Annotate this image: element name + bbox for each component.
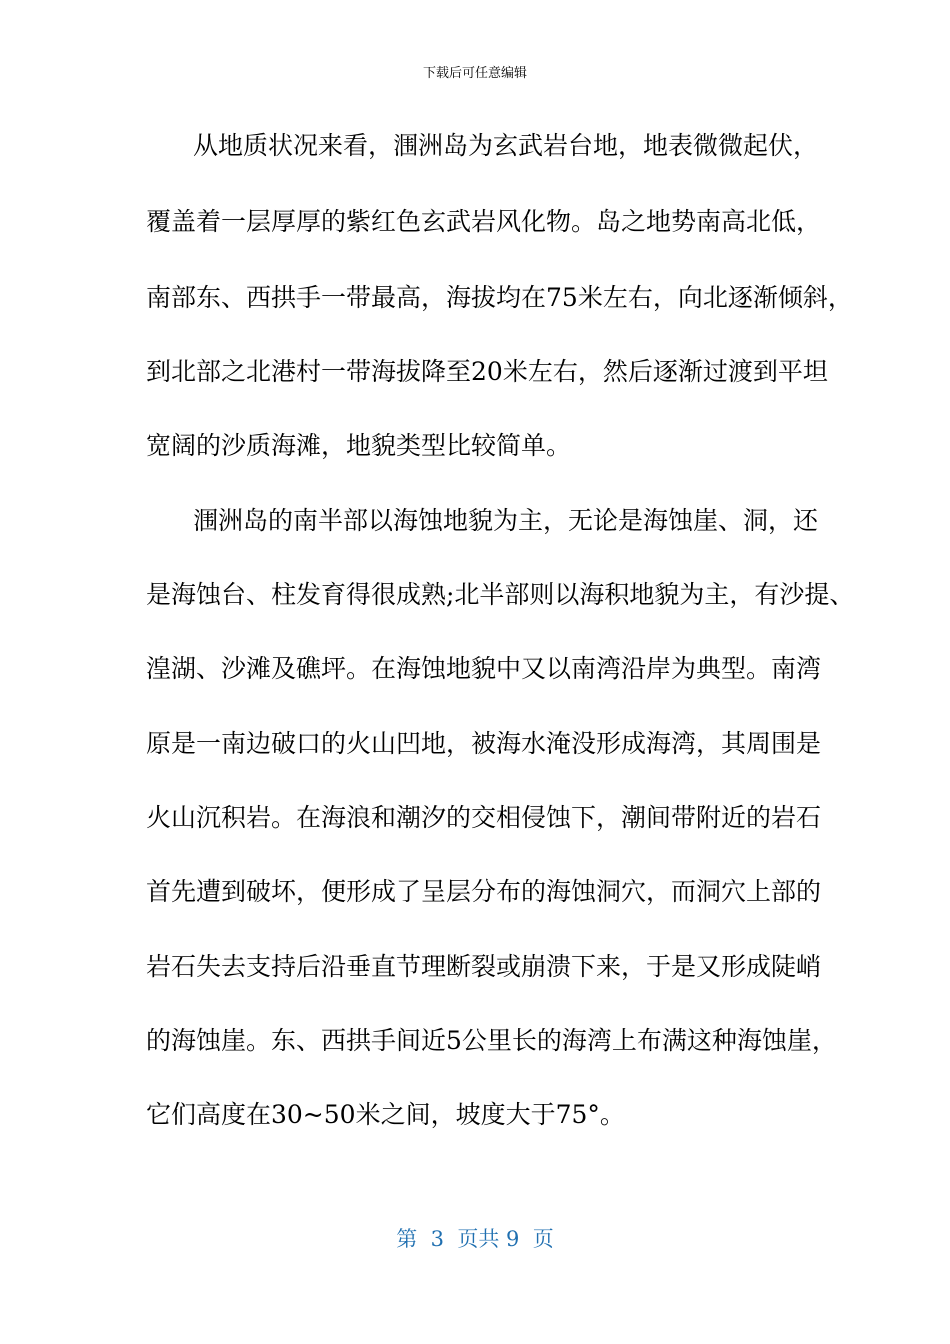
paragraph-line: 首先遭到破坏，便形成了呈层分布的海蚀洞穴，而洞穴上部的 — [146, 877, 822, 906]
paragraph-line: 原是一南边破口的火山凹地，被海水淹没形成海湾，其周围是 — [146, 729, 822, 758]
page-header: 下载后可任意编辑 — [422, 66, 527, 81]
paragraph-line: 火山沉积岩。在海浪和潮汐的交相侵蚀下，潮间带附近的岩石 — [146, 803, 822, 832]
paragraph-line: 到北部之北港村一带海拔降至20米左右，然后逐渐过渡到平坦 — [146, 357, 828, 386]
paragraph-line: 湟湖、沙滩及礁坪。在海蚀地貌中又以南湾沿岸为典型。南湾 — [146, 654, 822, 683]
paragraph-line: 的海蚀崖。东、西拱手间近5公里长的海湾上布满这种海蚀崖， — [146, 1026, 837, 1055]
paragraph-line: 覆盖着一层厚厚的紫红色玄武岩风化物。岛之地势南高北低， — [146, 207, 822, 236]
paragraph-line: 岩石失去支持后沿垂直节理断裂或崩溃下来，于是又形成陡峭 — [146, 952, 822, 981]
paragraph-line: 它们高度在30~50米之间，坡度大于75°。 — [146, 1100, 625, 1129]
paragraph-line: 是海蚀台、柱发育得很成熟;北半部则以海积地貌为主，有沙提、 — [146, 580, 855, 609]
paragraph-line: 涠洲岛的南半部以海蚀地貌为主，无论是海蚀崖、洞，还 — [193, 506, 819, 535]
paragraph-line: 南部东、西拱手一带最高，海拔均在75米左右，向北逐渐倾斜， — [146, 283, 853, 312]
page-number-footer: 第 3 页共 9 页 — [396, 1227, 554, 1251]
paragraph-line: 宽阔的沙质海滩，地貌类型比较简单。 — [146, 431, 572, 460]
paragraph-line: 从地质状况来看，涠洲岛为玄武岩台地，地表微微起伏， — [193, 131, 819, 160]
